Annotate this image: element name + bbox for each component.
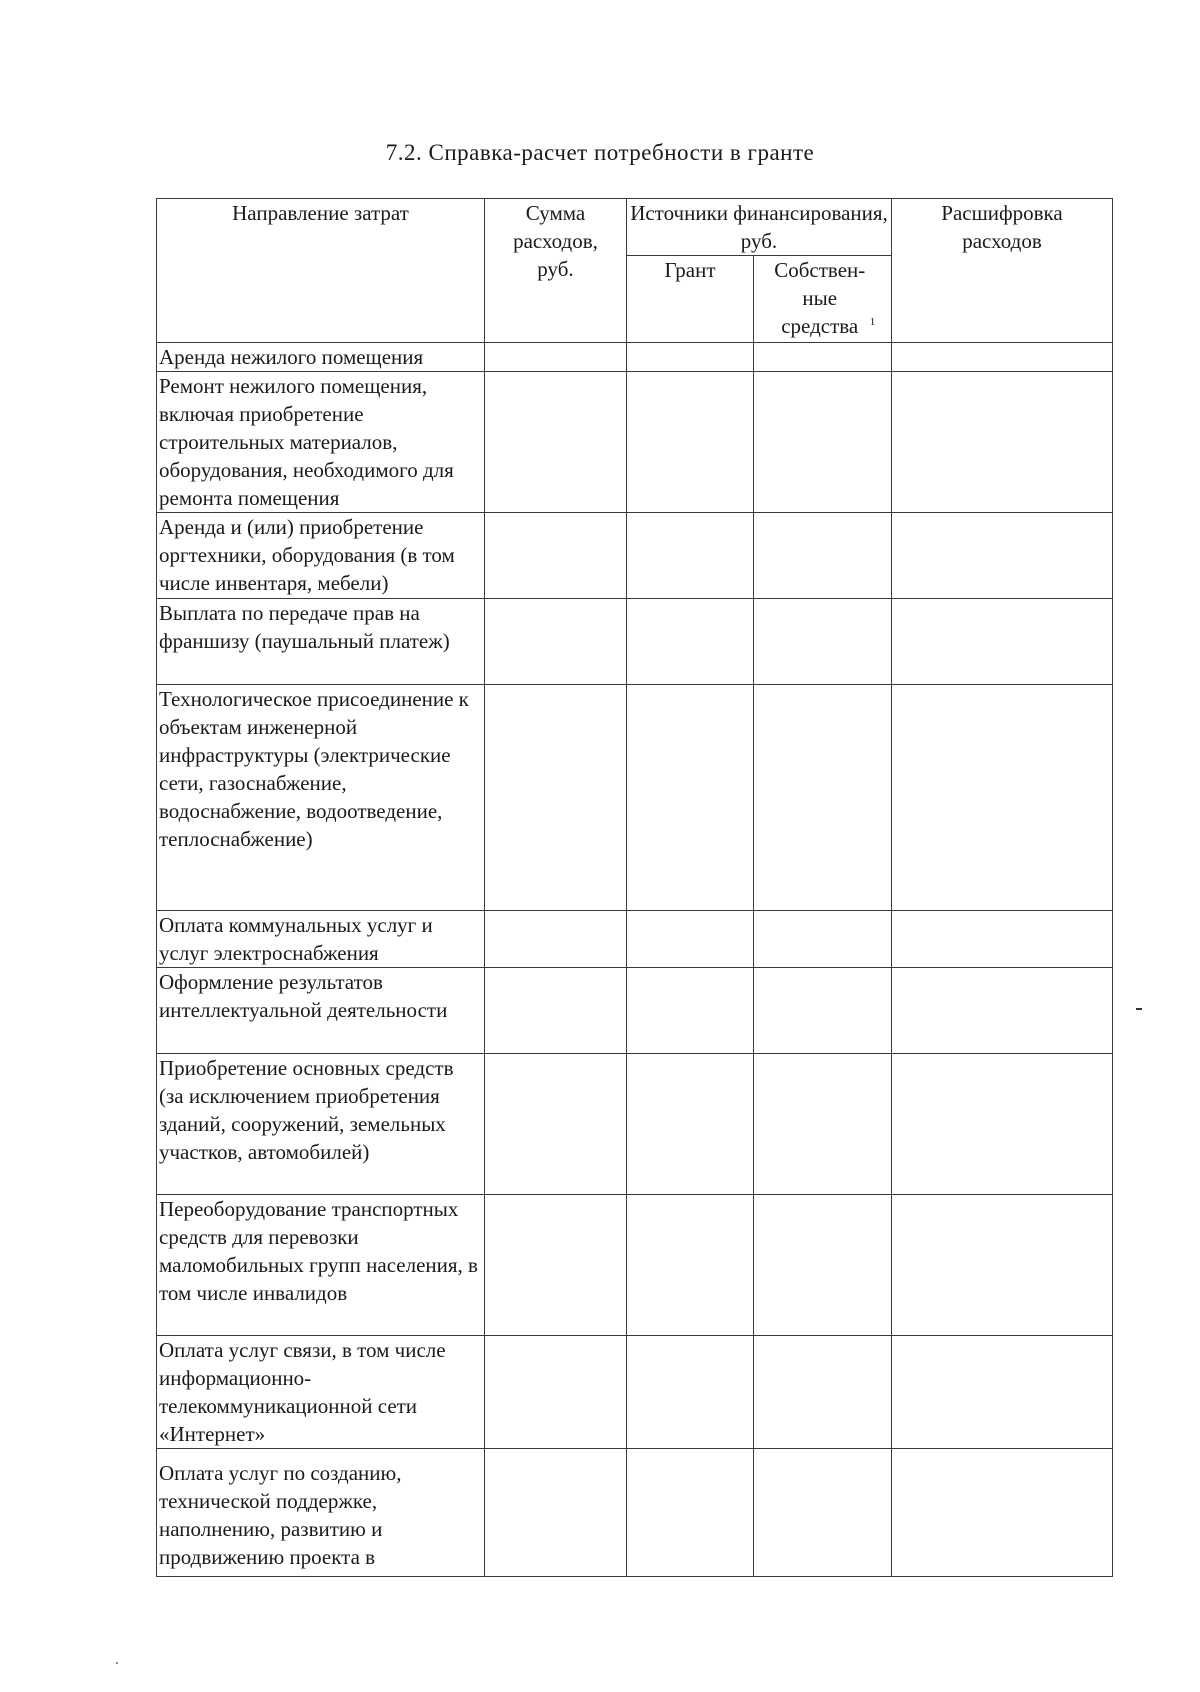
- row-own-funds-cell: [754, 968, 892, 1054]
- row-grant-cell: [627, 685, 754, 911]
- header-own-funds: [754, 256, 892, 343]
- row-own-funds-cell: [754, 372, 892, 513]
- row-sum-cell: [485, 968, 627, 1054]
- row-sum-cell: [485, 685, 627, 911]
- row-sum-cell: [485, 1195, 627, 1336]
- row-own-funds-cell: [754, 599, 892, 685]
- row-grant-cell: [627, 968, 754, 1054]
- row-sum-cell: [485, 599, 627, 685]
- row-direction: Оплата коммунальных услуг и услуг электроснабжения: [157, 911, 485, 968]
- page-title: 7.2. Справка-расчет потребности в гранте: [385, 140, 815, 165]
- row-breakdown-cell: [892, 1449, 1113, 1577]
- row-direction: Аренда и (или) приобретение оргтехники, оборудования (в том числе инвентаря, мебели): [157, 513, 485, 599]
- header-direction: Направление затрат: [157, 199, 485, 343]
- row-direction: Приобретение основных средств (за исключением приобретения зданий, сооружений, земельных участков, автомобилей): [157, 1054, 485, 1195]
- row-breakdown-cell: [892, 685, 1113, 911]
- table-row: [157, 685, 1113, 911]
- table-row: [157, 1054, 1113, 1195]
- header-grant: Грант: [627, 256, 754, 343]
- row-breakdown-cell: [892, 911, 1113, 968]
- row-breakdown-cell: [892, 513, 1113, 599]
- row-direction: Ремонт нежилого помещения, включая приобретение строительных материалов, оборудования, необходимого для ремонта помещения: [157, 372, 485, 513]
- row-sum-cell: [485, 343, 627, 372]
- row-breakdown-cell: [892, 1336, 1113, 1449]
- row-own-funds-cell: [754, 1336, 892, 1449]
- row-sum-cell: [485, 1054, 627, 1195]
- scan-speck: [116, 1662, 118, 1664]
- header-sources: Источники финансирования, руб.: [627, 199, 892, 256]
- table-row: [157, 911, 1113, 968]
- row-grant-cell: [627, 1195, 754, 1336]
- scan-mark: [1136, 1008, 1142, 1010]
- row-grant-cell: [627, 343, 754, 372]
- table-row: [157, 1195, 1113, 1336]
- row-sum-cell: [485, 372, 627, 513]
- row-direction: Переоборудование транспортных средств для перевозки маломобильных групп населения, в том числе инвалидов: [157, 1195, 485, 1336]
- header-own-funds-label: Собствен-ные средства: [774, 258, 866, 338]
- row-direction: Оплата услуг по созданию, технической поддержке, наполнению, развитию и продвижению проекта в: [157, 1449, 485, 1577]
- footnote-marker: 1: [869, 316, 876, 328]
- grant-calculation-table: [156, 198, 1113, 1577]
- row-sum-cell: [485, 513, 627, 599]
- table-row: [157, 599, 1113, 685]
- row-own-funds-cell: [754, 1054, 892, 1195]
- row-grant-cell: [627, 513, 754, 599]
- row-own-funds-cell: [754, 1195, 892, 1336]
- table-row: [157, 343, 1113, 372]
- row-grant-cell: [627, 1336, 754, 1449]
- row-breakdown-cell: [892, 343, 1113, 372]
- header-breakdown-label: Расшифровка расходов: [941, 201, 1063, 253]
- row-direction: Оплата услуг связи, в том числе информационно-телекоммуникационной сети «Интернет»: [157, 1336, 485, 1449]
- row-breakdown-cell: [892, 1195, 1113, 1336]
- row-direction: Оформление результатов интеллектуальной деятельности: [157, 968, 485, 1054]
- header-sum-label: Сумма расходов, руб.: [513, 201, 598, 281]
- row-own-funds-cell: [754, 911, 892, 968]
- row-sum-cell: [485, 1336, 627, 1449]
- row-breakdown-cell: [892, 1054, 1113, 1195]
- table-row: [157, 513, 1113, 599]
- row-sum-cell: [485, 911, 627, 968]
- table-row: [157, 1449, 1113, 1577]
- row-own-funds-cell: [754, 1449, 892, 1577]
- row-own-funds-cell: [754, 685, 892, 911]
- row-grant-cell: [627, 1054, 754, 1195]
- header-sum: [485, 199, 627, 343]
- row-breakdown-cell: [892, 968, 1113, 1054]
- row-grant-cell: [627, 911, 754, 968]
- row-sum-cell: [485, 1449, 627, 1577]
- row-direction: Выплата по передаче прав на франшизу (паушальный платеж): [157, 599, 485, 685]
- row-breakdown-cell: [892, 372, 1113, 513]
- row-breakdown-cell: [892, 599, 1113, 685]
- header-breakdown: [892, 199, 1113, 343]
- row-grant-cell: [627, 599, 754, 685]
- row-direction: Технологическое присоединение к объектам инженерной инфраструктуры (электрические сети, газоснабжение, водоснабжение, водоотведение, теплоснабжение): [157, 685, 485, 911]
- row-direction: Аренда нежилого помещения: [157, 343, 485, 372]
- table-row: [157, 1336, 1113, 1449]
- table-row: [157, 372, 1113, 513]
- header-row-top: [157, 199, 1113, 256]
- row-own-funds-cell: [754, 343, 892, 372]
- row-own-funds-cell: [754, 513, 892, 599]
- row-grant-cell: [627, 372, 754, 513]
- table-row: [157, 968, 1113, 1054]
- row-grant-cell: [627, 1449, 754, 1577]
